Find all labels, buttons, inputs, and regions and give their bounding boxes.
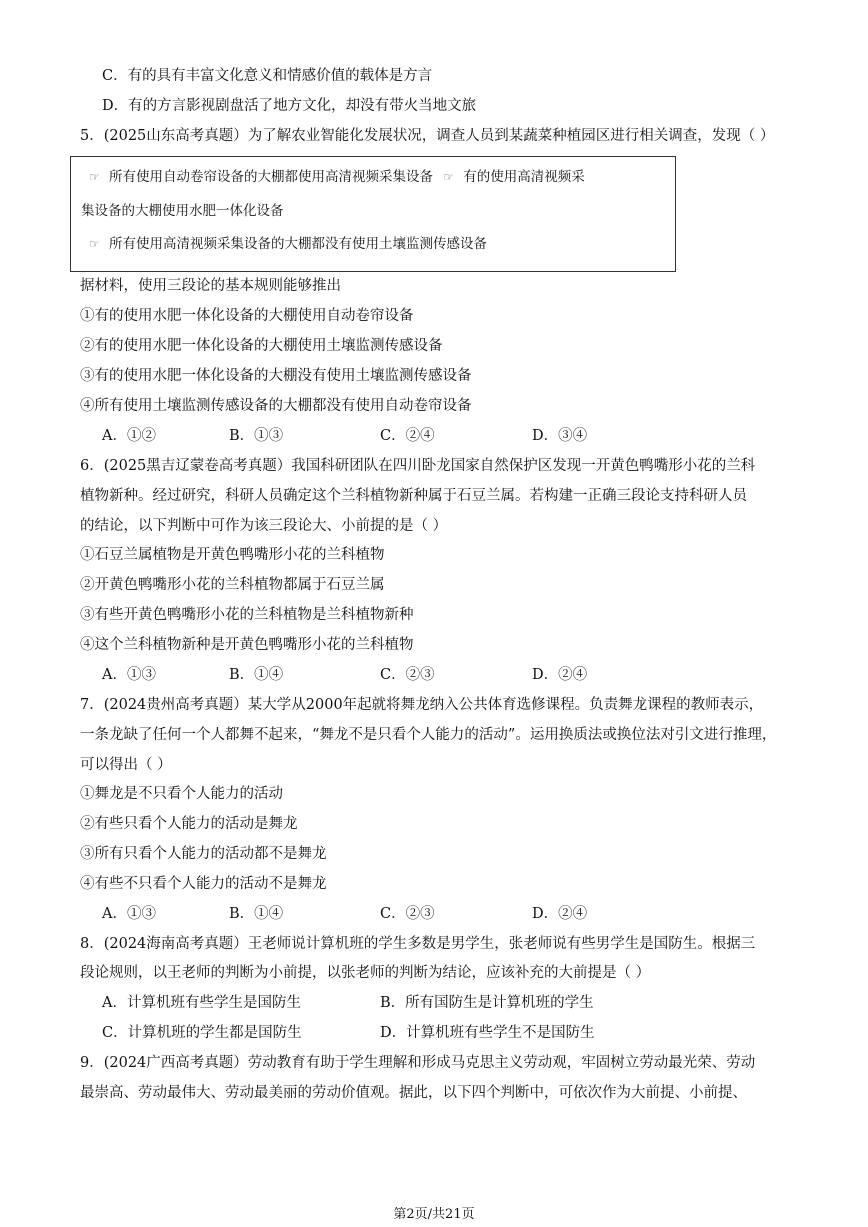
page-number: 第2页/共21页: [393, 1207, 475, 1222]
q5-statement-3: ③有的使用水肥一体化设备的大棚没有使用土壤监测传感设备: [80, 368, 472, 384]
option-b: B．①④: [229, 906, 284, 922]
q9-stem-line-1: 9．(2024广西高考真题）劳动教育有助于学生理解和形成马克思主义劳动观，牢固树立劳动最光荣、劳动: [80, 1055, 756, 1071]
q5-lead: 据材料，使用三段论的基本规则能够推出: [80, 278, 341, 294]
option-a: A．①③: [102, 667, 156, 683]
q8-stem-line-1: 8．(2024海南高考真题）王老师说计算机班的学生多数是男学生，张老师说有些男学生是国防生。根据三: [80, 936, 756, 952]
option-d: D．③④: [532, 428, 588, 444]
q7-statement-4: ④有些不只看个人能力的活动不是舞龙: [80, 876, 327, 892]
q9-stem-line-2: 最崇高、劳动最伟大、劳动最美丽的劳动价值观。据此，以下四个判断中，可依次作为大前提、小前提、: [80, 1085, 747, 1101]
q5-statement-4: ④所有使用土壤监测传感设备的大棚都没有使用自动卷帘设备: [80, 398, 472, 414]
q7-stem-line-1: 7．(2024贵州高考真题）某大学从2000年起就将舞龙纳入公共体育选修课程。负责舞龙课程的教师表示，: [80, 697, 764, 713]
q6-statement-3: ③有些开黄色鸭嘴形小花的兰科植物是兰科植物新种: [80, 607, 414, 623]
option-a: A．①②: [102, 428, 156, 444]
q7-statement-1: ①舞龙是不只看个人能力的活动: [80, 786, 283, 802]
q6-statement-4: ④这个兰科植物新种是开黄色鸭嘴形小花的兰科植物: [80, 637, 414, 653]
q6-stem-line-2: 植物新种。经过研究，科研人员确定这个兰科植物新种属于石豆兰属。若构建一正确三段论支持科研人员: [80, 488, 747, 504]
q7-stem-line-2: 一条龙缺了任何一个人都舞不起来，“舞龙不是只看个人能力的活动”。运用换质法或换位法对引文进行推理，: [80, 727, 777, 743]
option-c: C．②③: [380, 667, 435, 683]
option-b: B．①③: [229, 428, 284, 444]
q8-stem-line-2: 段论规则，以王老师的判断为小前提，以张老师的判断为结论，应该补充的大前提是（ ）: [80, 965, 651, 981]
q7-statement-2: ②有些只看个人能力的活动是舞龙: [80, 816, 298, 832]
q6-statement-1: ①石豆兰属植物是开黄色鸭嘴形小花的兰科植物: [80, 547, 385, 563]
option-c: C．计算机班的学生都是国防生: [102, 1025, 302, 1041]
q5-statement-1: ①有的使用水肥一体化设备的大棚使用自动卷帘设备: [80, 308, 414, 324]
pointing-hand-icon: ☞: [443, 170, 455, 184]
option-a: A．①③: [102, 906, 156, 922]
q6-stem-line-1: 6．(2025黑吉辽蒙卷高考真题）我国科研团队在四川卧龙国家自然保护区发现一开黄色鸭嘴形小花的兰科: [80, 458, 756, 474]
option-d: D．计算机班有些学生不是国防生: [380, 1025, 595, 1041]
option-d: D．②④: [532, 906, 588, 922]
material-line-2: 集设备的大棚使用水肥一体化设备: [81, 203, 284, 219]
q5-stem: 5．(2025山东高考真题）为了解农业智能化发展状况，调查人员到某蔬菜种植园区进行相关调查，发现（ ）: [80, 128, 775, 144]
option-c: C．②④: [380, 428, 435, 444]
option-d: D．②④: [532, 667, 588, 683]
q7-stem-line-3: 可以得出（ ）: [80, 757, 172, 773]
q4-option-d: D．有的方言影视剧盘活了地方文化，却没有带火当地文旅: [102, 98, 477, 114]
option-b: B．①④: [229, 667, 284, 683]
q5-statement-2: ②有的使用水肥一体化设备的大棚使用土壤监测传感设备: [80, 338, 443, 354]
option-a: A．计算机班有些学生是国防生: [102, 995, 301, 1011]
option-c: C．②③: [380, 906, 435, 922]
material-line-3: ☞ 所有使用高清视频采集设备的大棚都没有使用土壤监测传感设备: [89, 236, 487, 252]
pointing-hand-icon: ☞: [89, 170, 100, 184]
q6-stem-line-3: 的结论，以下判断中可作为该三段论大、小前提的是（ ）: [80, 518, 448, 534]
q5-material-box: [70, 156, 676, 272]
material-line-1: ☞ 所有使用自动卷帘设备的大棚都使用高清视频采集设备 ☞ 有的使用高清视频采: [89, 169, 585, 185]
q7-statement-3: ③所有只看个人能力的活动都不是舞龙: [80, 846, 327, 862]
q6-statement-2: ②开黄色鸭嘴形小花的兰科植物都属于石豆兰属: [80, 577, 385, 593]
pointing-hand-icon: ☞: [89, 237, 100, 251]
option-b: B．所有国防生是计算机班的学生: [380, 995, 594, 1011]
q4-option-c: C．有的具有丰富文化意义和情感价值的载体是方言: [102, 68, 433, 84]
